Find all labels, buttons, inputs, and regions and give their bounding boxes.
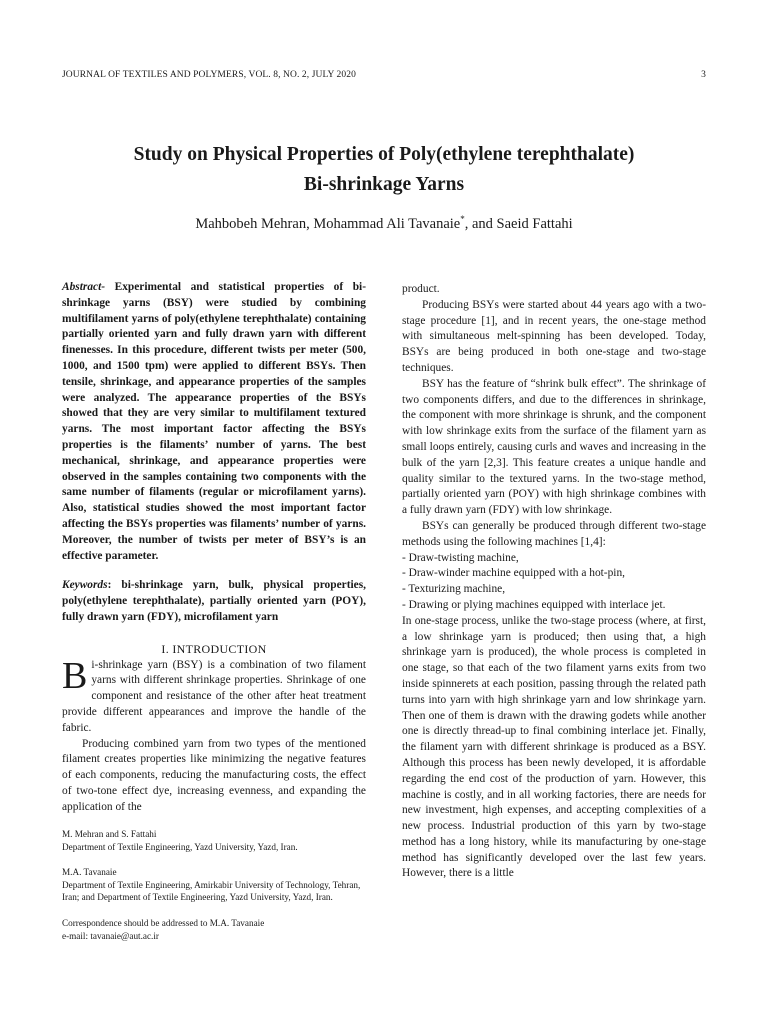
author-list (40, 214, 728, 233)
footnote-correspondence (62, 917, 366, 942)
footnote-affiliation-1 (62, 828, 366, 853)
left-column (62, 280, 366, 816)
email-address: e-mail: tavanaie@aut.ac.ir (62, 930, 159, 941)
journal-name: JOURNAL OF TEXTILES AND POLYMERS, VOL. 8, NO. 2, JULY 2020 (62, 70, 356, 80)
body-paragraph-one-stage: In one-stage process, unlike the two-stage process (where, at first, a low shrinkage yarn is produced; then using that, a high shrinkage yarn is produced), the whole process is completed in one stage, so that each of the two filament yarns exits from two inside spinnerets at each position, passing through the related path turns into yarn with high shrinkage yarn and low shrinkage yarn. Then one of them is drawn with the drawing godets while another one is directly thread-up to final combining interlace jet. Finally, the filament yarn with different shrinkage is produced as a BSY. Although this process has been newly developed, it is affordable regarding the end cost of the production of yarn. However, this machine is costly, and in all working factories, there are needs for new investment, high expenses, and accepting complexities of a new process. Industrial production of this yarn by two-stage method has a long history, while its manufacturing by one-stage method has significantly developed over the last few years. However, there is a little (402, 614, 706, 880)
footnote-dept-1: Department of Textile Engineering, Yazd University, Yazd, Iran. (62, 841, 298, 852)
corresponding-author-mark: * (460, 214, 465, 224)
body-paragraph-history: Producing BSYs were started about 44 years ago with a two-stage procedure [1], and in recent years, the one-stage method with simultaneous melt-spinning has been developed. Today, BSYs are being produced in both one-stage and two-stage techniques. (402, 298, 706, 374)
intro-paragraph-2: Producing combined yarn from two types of the mentioned filament creates properties like minimizing the negative features of each components, reducing the manufacturing costs, the effect of two-tone effect dye, increasing evenness, and expanding the application of the (62, 737, 366, 813)
authors-first: Mahbobeh Mehran, Mohammad Ali Tavanaie (195, 215, 461, 232)
paper-title (40, 140, 728, 200)
footnote-names-1: M. Mehran and S. Fattahi (62, 829, 157, 839)
keywords-label: Keywords (62, 579, 108, 592)
list-item: - Draw-twisting machine, (402, 551, 519, 564)
paper-title-line-1: Study on Physical Properties of Poly(ethylene terephthalate) (133, 144, 635, 165)
footnote-affiliation-2 (62, 866, 366, 904)
drop-cap: B (62, 654, 88, 697)
author-footnotes (62, 828, 366, 942)
intro-paragraph-1 (62, 654, 366, 737)
paragraph-continuation: product. (402, 283, 440, 295)
list-item: - Drawing or plying machines equipped with interlace jet. (402, 598, 666, 611)
intro-paragraph-1-text: i-shrinkage yarn (BSY) is a combination of two filament yarns with different shrinkage properties. Shrinkage of one component and resistance of the other after heat treatment provide different appearances and improve the handle of the fabric. (62, 658, 366, 734)
abstract-label: Abstract- (62, 281, 106, 293)
list-item: - Texturizing machine, (402, 583, 506, 596)
paper-title-line-2: Bi-shrinkage Yarns (303, 174, 465, 195)
running-head (62, 70, 706, 80)
authors-last: , and Saeid Fattahi (464, 215, 573, 232)
abstract-text: Experimental and statistical properties of bi-shrinkage yarns (BSY) were studied by combining multifilament yarns of poly(ethylene terephthalate) containing partially oriented yarn and fully drawn yarn with different finenesses. In this procedure, different twists per meter (500, 1000, and 1500 tpm) were applied to different BSYs. Then tensile, shrinkage, and appearance properties of the samples were analyzed. The appearance properties of the BSYs showed that they are very similar to multifilament textured yarns. The most important factor affecting the BSYs properties is the filaments’ number of yarns. The best mechanical, shrinkage, and appearance properties were observed in the samples containing two components with the same number of filaments (regular or microfilament yarns). Also, statistical studies showed the most important factor affecting the BSYs properties was filaments’ number of yarns. Moreover, the number of twists per meter of BSY’s is an effective parameter. (62, 281, 366, 562)
abstract (62, 280, 366, 564)
body-paragraph-methods: BSYs can generally be produced through different two-stage methods using the following machines [1,4]: (402, 519, 706, 548)
body-paragraph-shrink-bulk: BSY has the feature of “shrink bulk effect”. The shrinkage of two components differs, and due to the differences in shrinkage, the component with more shrinkage is shrunk, and the component with low shrinkage exits from the surface of the filament yarn as small loops entirely, causing curls and waves and increasing in the bulk of the yarn [2,3]. This feature creates a unique handle and quality similar to the textured yarns. In the two-stage method, partially oriented yarn (POY) with high shrinkage combines with a fully drawn yarn (FDY) with low shrinkage. (402, 377, 706, 517)
keywords (62, 578, 366, 625)
list-item: - Draw-winder machine equipped with a hot-pin, (402, 567, 625, 580)
footnote-dept-2: Department of Textile Engineering, Amirkabir University of Technology, Tehran, Iran; and Department of Textile Engineering, Yazd University, Yazd, Iran. (62, 879, 361, 903)
right-column (402, 282, 706, 882)
section-heading-introduction: I. INTRODUCTION (161, 641, 267, 656)
correspondence-note: Correspondence should be addressed to M.A. Tavanaie (62, 917, 265, 928)
page-number: 3 (701, 70, 706, 80)
keywords-text: : bi-shrinkage yarn, bulk, physical properties, poly(ethylene terephthalate), partially oriented yarn (POY), fully drawn yarn (FDY), microfilament yarn (62, 579, 366, 623)
footnote-names-2: M.A. Tavanaie (62, 867, 117, 878)
